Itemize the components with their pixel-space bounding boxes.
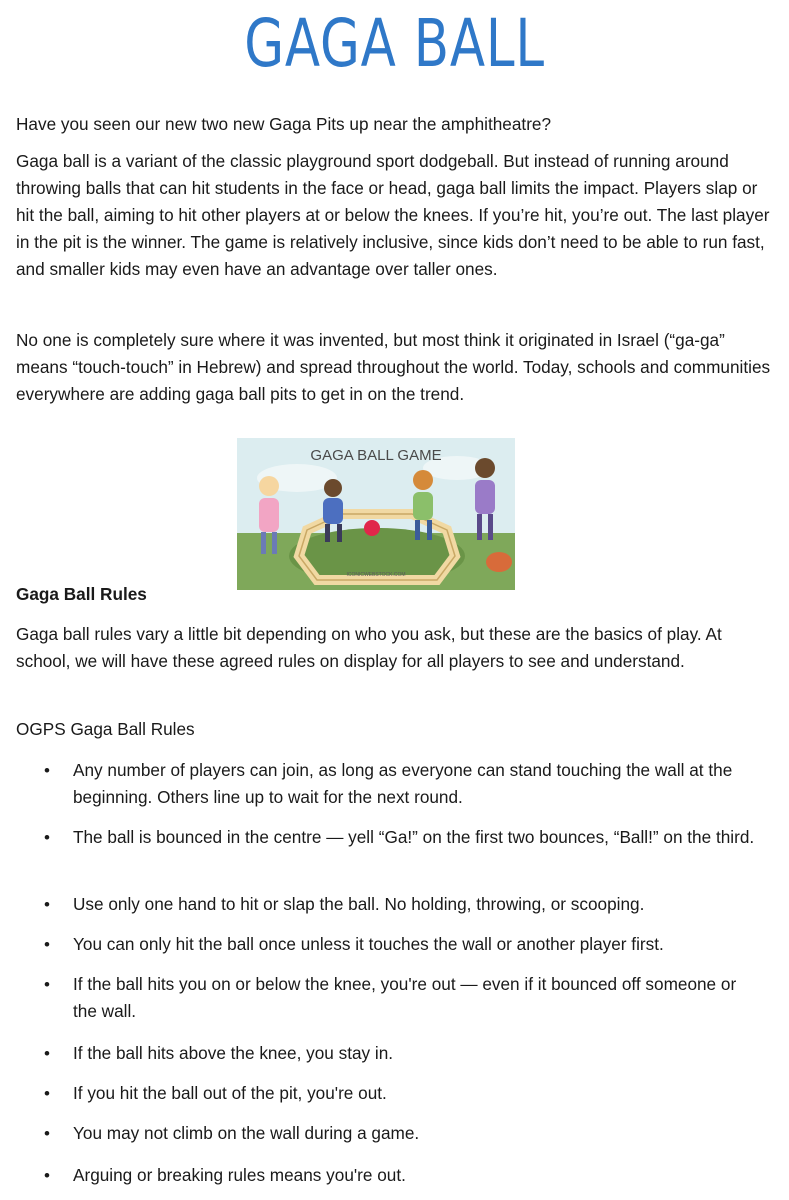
origin-paragraph: No one is completely sure where it was invented, but most think it originated in Israel (“ga-ga” means “touch-touch” in Hebrew) and spread throughout the world. Today, schools and communities everywhere are adding gaga ball pits to get in on the trend. [16,330,771,404]
kid-body [259,498,279,532]
kid-leg [261,532,266,554]
description-paragraph: Gaga ball is a variant of the classic playground sport dodgeball. But instead of running around throwing balls that can hit students in the face or head, gaga ball limits the impact. Players slap or hit the ball, aiming to hit other players at or below the knees. If you’re hit, you’re out. The last player in the pit is the winner. The game is relatively inclusive, since kids don’t need to be able to run fast, and smaller kids may even have an advantage over taller ones. [16,151,770,279]
rule-text: You may not climb on the wall during a game. [73,1123,420,1143]
bullet-icon: • [44,828,50,847]
illustration-svg [237,438,515,590]
kid-body [323,498,343,524]
bullet-icon: • [44,935,50,954]
illustration-watermark: ICONICWEBSTOCK.COM [346,572,406,578]
rules-heading: Gaga Ball Rules [16,584,147,604]
kid-body [413,492,433,520]
rule-text: If the ball hits above the knee, you stay in. [73,1043,394,1063]
kid-leg [272,532,277,554]
bullet-icon: • [44,761,50,780]
dog-shape [486,552,512,572]
rule-text: Any number of players can join, as long as everyone can stand touching the wall at the beginning. Others line up to wait for the next round. [73,760,733,807]
bullet-icon: • [44,1044,50,1063]
intro-question: Have you seen our new two new Gaga Pits up near the amphitheatre? [16,114,552,134]
rules-list-title: OGPS Gaga Ball Rules [16,719,195,739]
page-title: GAGA BALL [244,5,545,82]
bullet-icon: • [44,895,50,914]
kid-leg [415,520,420,540]
kid-head [475,458,495,478]
kid-leg [325,524,330,542]
kid-head [324,479,342,497]
kid-leg [427,520,432,540]
kid-leg [337,524,342,542]
kid-leg [488,514,493,540]
rules-intro-paragraph: Gaga ball rules vary a little bit depending on who you ask, but these are the basics of play. At school, we will have these agreed rules on display for all players to see and understand. [16,624,722,671]
rule-text: The ball is bounced in the centre — yell “Ga!” on the first two bounces, “Ball!” on the third. [73,827,755,847]
bullet-icon: • [44,1166,50,1185]
rule-text: Use only one hand to hit or slap the ball. No holding, throwing, or scooping. [73,894,645,914]
kid-body [475,480,495,514]
bullet-icon: • [44,1084,50,1103]
illustration-caption: GAGA BALL GAME [310,447,442,464]
bullet-icon: • [44,1124,50,1143]
kid-leg [477,514,482,540]
kid-head [259,476,279,496]
ball-shape [364,520,380,536]
rule-text: If the ball hits you on or below the knee, you're out — even if it bounced off someone or the wall. [73,974,737,1021]
rule-text: If you hit the ball out of the pit, you're out. [73,1083,387,1103]
kid-head [413,470,433,490]
bullet-icon: • [44,975,50,994]
rule-text: You can only hit the ball once unless it touches the wall or another player first. [73,934,664,954]
gaga-ball-illustration [237,438,515,590]
rule-text: Arguing or breaking rules means you're out. [73,1165,406,1185]
